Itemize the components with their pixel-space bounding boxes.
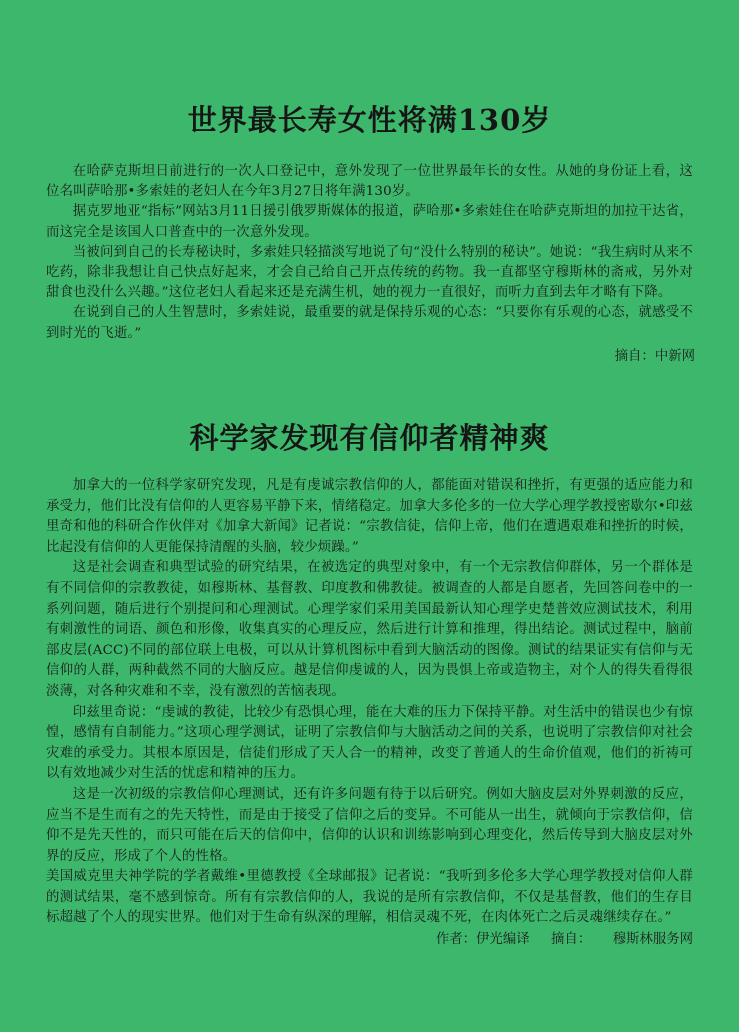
article-paragraph: 当被问到自己的长寿秘诀时，多索娃只轻描淡写地说了句“没什么特别的秘诀”。她说：“我生病时从来不吃药，除非我想让自己快点好起来，才会自己给自己开点传统的药物。我一直都坚守穆斯林的斋戒，另外对甜食也没什么兴趣。”这位老妇人看起来还是充满生机，她的视力一直很好，而听力直到去年才略有下降。 bbox=[46, 244, 693, 301]
source-label: 摘自： bbox=[551, 932, 592, 948]
source-name: 中新网 bbox=[654, 348, 695, 364]
source-label: 摘自： bbox=[614, 348, 655, 364]
article-paragraph: 在哈萨克斯坦日前进行的一次人口登记中，意外发现了一位世界最年长的女性。从她的身份证上看，这位名叫萨哈那•多索娃的老妇人在今年3月27日将年满130岁。 bbox=[46, 164, 693, 200]
article-paragraph: 这是社会调查和典型试验的研究结果，在被选定的典型对象中，有一个无宗教信仰群体，另一个群体是有不同信仰的宗教教徒，如穆斯林、基督教、印度教和佛教徒。被调查的人都是自愿者，先回答问卷中的一系列问题，随后进行个别提问和心理测试。心理学家们采用美国最新认知心理学史楚普效应测试技术，利用有刺激性的词语、颜色和形像，收集真实的心理反应，然后进行计算和推理，得出结论。测试过程中，脑前部皮层(ACC)不同的部位联上电极，可以从计算机图标中看到大脑活动的图像。测试的结果证实有信仰与无信仰的人群，两种截然不同的大脑反应。越是信仰虔诚的人，因为畏惧上帝或造物主，对个人的得失看得很淡薄，对各种灾难和不幸，没有激烈的苦恼表现。 bbox=[46, 560, 693, 699]
article-byline bbox=[46, 929, 693, 951]
article-paragraph: 这是一次初级的宗教信仰心理测试，还有许多问题有待于以后研究。例如大脑皮层对外界刺激的反应，应当不是生而有之的先天特性，而是由于接受了信仰之后的变异。不可能从一出生，就倾向于宗教信仰，信仰不是先天性的，而只可能在后天的信仰中，信仰的认识和训练影响到心理变化，然后传导到大脑皮层对外界的反应，形成了个人的性格。 bbox=[46, 786, 693, 864]
article-paragraph: 美国威克里夫神学院的学者戴维•里德教授《全球邮报》记者说：“我听到多伦多大学心理学教授对信仰人群的测试结果，毫不感到惊奇。所有有宗教信仰的人，我说的是所有宗教信仰，不仅是基督教，他们的生存目标超越了个人的现实世界。他们对于生命有纵深的理解，相信灵魂不死，在肉体死亡之后灵魂继续存在。” bbox=[46, 869, 693, 926]
article-source bbox=[46, 346, 695, 368]
article-paragraph: 印兹里奇说：“虔诚的教徒，比较少有恐惧心理，能在大难的压力下保持平静。对生活中的错误也少有惊惶，感情有自制能力。”这项心理学测试，证明了宗教信仰与大脑活动之间的关系，也说明了宗教信仰对社会灾难的承受力。其根本原因是，信徒们形成了天人合一的精神，改变了普通人的生命价值观，他们的祈祷可以有效地减少对生活的忧虑和精神的压力。 bbox=[46, 704, 693, 782]
author-name: 伊光编译 bbox=[476, 932, 530, 948]
article-paragraph: 在说到自己的人生智慧时，多索娃说，最重要的就是保持乐观的心态：“只要你有乐观的心态，就感受不到时光的飞逝。” bbox=[46, 305, 693, 341]
author-label: 作者： bbox=[435, 932, 477, 948]
article-longevity bbox=[46, 100, 693, 368]
article-paragraph: 加拿大的一位科学家研究发现，凡是有虔诚宗教信仰的人，都能面对错误和挫折，有更强的适应能力和承受力，他们比没有信仰的人更容易平静下来，情绪稳定。加拿大多伦多的一位大学心理学教授密歇尔•印兹里奇和他的科研合作伙伴对《加拿大新闻》记者说：“宗教信徒，信仰上帝，他们在遭遇艰难和挫折的时候，比起没有信仰的人更能保持清醒的头脑，较少烦躁。” bbox=[46, 478, 693, 555]
article-title: 科学家发现有信仰者精神爽 bbox=[189, 421, 550, 455]
source-name: 穆斯林服务网 bbox=[612, 932, 693, 948]
article-title: 世界最长寿女性将满130岁 bbox=[187, 103, 552, 137]
article-faith-study bbox=[46, 418, 693, 951]
article-paragraph: 据克罗地亚“指标”网站3月11日援引俄罗斯媒体的报道，萨哈那•多索娃住在哈萨克斯坦的加拉干达省，而这完全是该国人口普查中的一次意外发现。 bbox=[46, 204, 693, 240]
